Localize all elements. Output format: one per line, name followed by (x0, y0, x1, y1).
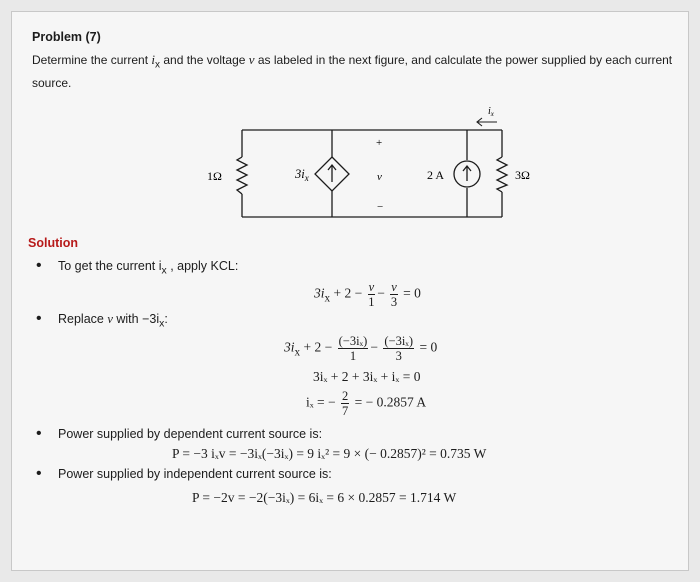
eq1-sub: x (324, 292, 331, 305)
ind-source-label: 2 A (427, 168, 445, 182)
circuit-diagram (182, 102, 552, 237)
eq1-mid: + 2 − (330, 285, 363, 301)
problem-title: Problem (7) (32, 30, 101, 44)
bullet-1 (36, 259, 238, 277)
bullet3-text: Power supplied by dependent current source is: (58, 427, 323, 441)
document-page (11, 11, 689, 571)
ix-label-main: i (488, 106, 491, 117)
eq4-end: = − 0.2857 A (354, 394, 427, 410)
eq1-frac2-den: 3 (390, 295, 398, 309)
bullet-4 (36, 467, 332, 481)
desc-part2: and the voltage (160, 53, 249, 67)
dep-source-coef: 3i (295, 167, 305, 181)
desc-part1: Determine the current (32, 53, 152, 67)
dep-source-label (294, 167, 309, 183)
eq2-mid: + 2 − (300, 339, 333, 355)
eq2-frac2-num: (−3iₓ) (384, 334, 414, 348)
bullet-dot: • (36, 310, 42, 327)
ix-subscript: x (155, 59, 161, 71)
eq2-end: = 0 (419, 339, 438, 355)
dependent-source-icon (315, 157, 349, 191)
eq2-frac1 (338, 334, 369, 363)
ix-arrow-icon (477, 118, 497, 126)
equation-4 (306, 389, 426, 418)
equation-3: 3iₓ + 2 + 3iₓ + iₓ = 0 (313, 369, 421, 384)
bullet2-prefix: Replace (58, 312, 108, 326)
resistor-1ohm (237, 157, 247, 194)
problem-description (32, 50, 682, 93)
bullet-dot: • (36, 465, 42, 482)
r3-label: 3Ω (515, 168, 530, 182)
eq1-end: = 0 (403, 285, 421, 301)
dep-source-sub: x (304, 173, 309, 183)
eq2-frac2 (383, 334, 414, 363)
equation-2: $3i_x + 2$ − $\frac{\text{(−3iₓ)}}{1}$ − $\frac{\text{(−3iₓ)}}{3}$ = 0 (284, 334, 438, 363)
eq2-frac1-den: 1 (349, 349, 357, 363)
bullet-3 (36, 427, 322, 441)
bullet1-sub: x (161, 265, 167, 277)
eq2-lead: 3i (284, 339, 295, 355)
bullet2-sub: x (159, 318, 165, 330)
bullet1-end: , apply KCL: (166, 259, 239, 273)
eq2-frac1-num: (−3iₓ) (338, 334, 368, 348)
eq1-frac2-num: v (391, 280, 397, 294)
solution-heading: Solution (28, 236, 78, 250)
desc-part3: as labeled in the next figure, and calculate the power supplied by each current source. (32, 53, 673, 91)
eq1-lead: 3i (314, 285, 325, 301)
eq4-frac-den: 7 (342, 404, 349, 418)
bullet1-text: To get the current i (58, 259, 162, 273)
eq4-lead: iₓ = − (306, 394, 336, 410)
ix-label (488, 106, 495, 118)
bullet2-suffix: with −3i (112, 312, 160, 326)
bullet-dot: • (36, 425, 42, 442)
independent-source-icon (454, 161, 480, 187)
eq1-frac1-den: 1 (368, 295, 375, 309)
resistor-3ohm (497, 157, 507, 192)
v-label: v (377, 171, 382, 183)
bullet-2 (36, 312, 168, 330)
bullet-dot: • (36, 257, 42, 274)
eq2-sub: x (294, 346, 301, 359)
v-symbol: v (248, 52, 255, 67)
bullet2-end: : (164, 312, 168, 326)
eq1-frac1 (368, 280, 376, 309)
eq1-frac2 (390, 280, 398, 309)
r1-label: 1Ω (207, 169, 222, 183)
equation-6: P = −2v = −2(−3iₓ) = 6iₓ = 6 × 0.2857 = 1.714 W (192, 490, 457, 505)
eq4-frac-num: 2 (342, 389, 349, 403)
eq1-frac1-num: v (368, 280, 375, 294)
ix-symbol: i (151, 52, 156, 67)
bullet2-v: v (107, 312, 113, 326)
eq4-frac (341, 389, 349, 418)
minus-sign: − (377, 201, 384, 213)
ix-label-sub: x (490, 110, 494, 118)
plus-sign: + (376, 137, 383, 149)
equation-1: $3i_x + 2$ − $\frac{v}{1}$ − $\frac{v}{3}$ = 0 (314, 280, 421, 309)
equation-5: P = −3 iₓv = −3iₓ(−3iₓ) = 9 iₓ² = 9 × (− 0.2857)² = 0.735 W (172, 446, 487, 461)
bullet4-text: Power supplied by independent current source is: (58, 467, 332, 481)
eq2-frac2-den: 3 (395, 349, 402, 363)
